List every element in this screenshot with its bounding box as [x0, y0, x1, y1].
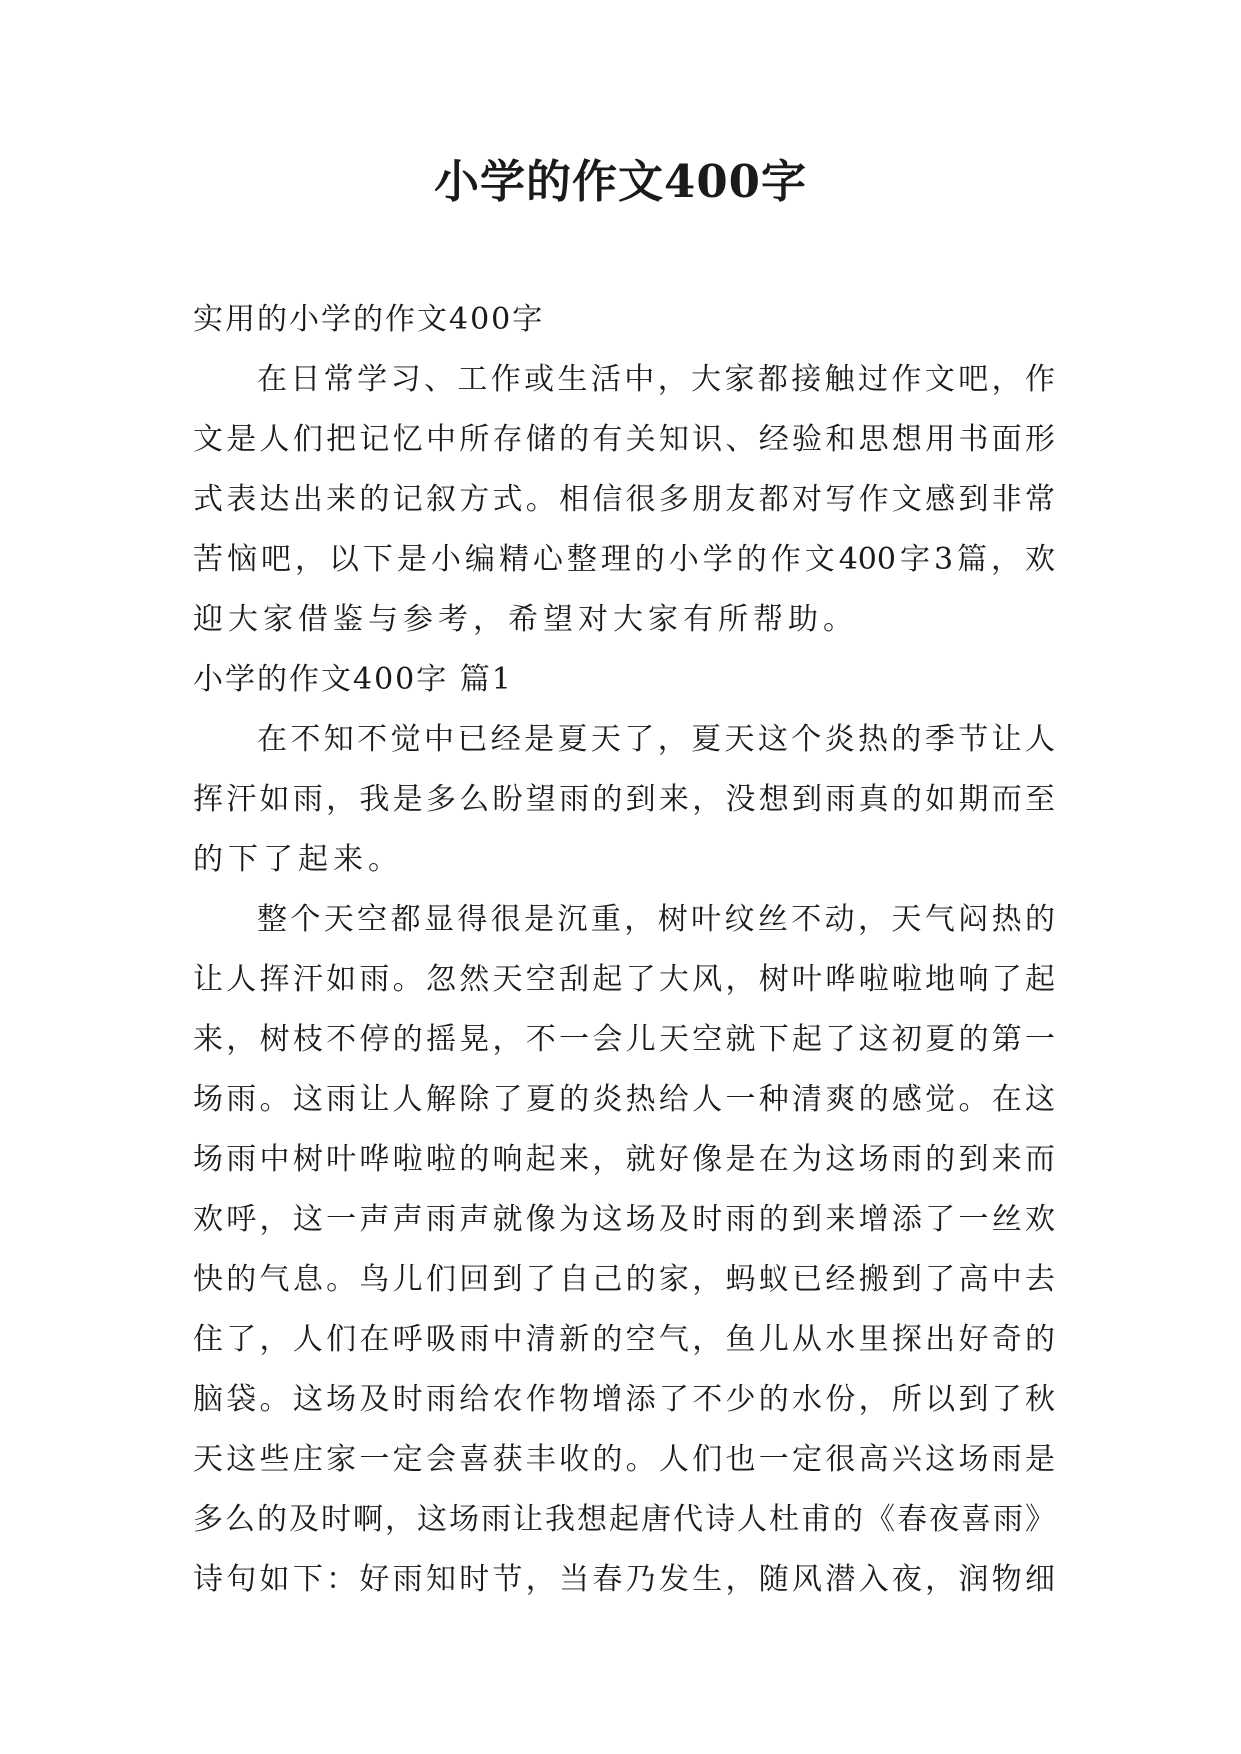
section-heading: 小学的作文400字 篇1 [193, 662, 513, 697]
paragraph-line: 挥汗如雨，我是多么盼望雨的到来，没想到雨真的如期而至 [193, 782, 1055, 817]
paragraph-line: 让人挥汗如雨。忽然天空刮起了大风，树叶哗啦啦地响了起 [193, 962, 1055, 997]
paragraph-line: 在日常学习、工作或生活中，大家都接触过作文吧，作 [257, 362, 1055, 397]
paragraph-line: 式表达出来的记叙方式。相信很多朋友都对写作文感到非常 [193, 482, 1055, 517]
paragraph-2 [193, 890, 1055, 1610]
paragraph-line: 天这些庄家一定会喜获丰收的。人们也一定很高兴这场雨是 [193, 1442, 1055, 1477]
paragraph-line: 多么的及时啊，这场雨让我想起唐代诗人杜甫的《春夜喜雨》 [193, 1502, 1055, 1537]
paragraph-line: 文是人们把记忆中所存储的有关知识、经验和思想用书面形 [193, 422, 1055, 457]
paragraph-line: 诗句如下：好雨知时节，当春乃发生，随风潜入夜，润物细 [193, 1562, 1055, 1597]
paragraph-1 [193, 710, 1055, 890]
paragraph-line: 来，树枝不停的摇晃，不一会儿天空就下起了这初夏的第一 [193, 1022, 1055, 1057]
paragraph-line: 整个天空都显得很是沉重，树叶纹丝不动，天气闷热的 [257, 902, 1055, 937]
paragraph-line: 在不知不觉中已经是夏天了，夏天这个炎热的季节让人 [257, 722, 1055, 757]
intro-paragraph [193, 350, 1055, 650]
paragraph-line: 的下了起来。 [193, 842, 403, 877]
paragraph-line: 快的气息。鸟儿们回到了自己的家，蚂蚁已经搬到了高中去 [193, 1262, 1055, 1297]
paragraph-line: 场雨中树叶哗啦啦的响起来，就好像是在为这场雨的到来而 [193, 1142, 1055, 1177]
paragraph-line: 欢呼，这一声声雨声就像为这场及时雨的到来增添了一丝欢 [193, 1202, 1055, 1237]
document-subtitle: 实用的小学的作文400字 [193, 302, 545, 337]
paragraph-line: 住了，人们在呼吸雨中清新的空气，鱼儿从水里探出好奇的 [193, 1322, 1055, 1357]
paragraph-line: 苦恼吧，以下是小编精心整理的小学的作文400字3篇，欢 [193, 542, 1055, 577]
document-title: 小学的作文400字 [434, 155, 807, 208]
paragraph-line: 脑袋。这场及时雨给农作物增添了不少的水份，所以到了秋 [193, 1382, 1055, 1417]
document-body [193, 290, 1055, 1610]
paragraph-line: 场雨。这雨让人解除了夏的炎热给人一种清爽的感觉。在这 [193, 1082, 1055, 1117]
paragraph-line: 迎大家借鉴与参考，希望对大家有所帮助。 [193, 602, 858, 637]
